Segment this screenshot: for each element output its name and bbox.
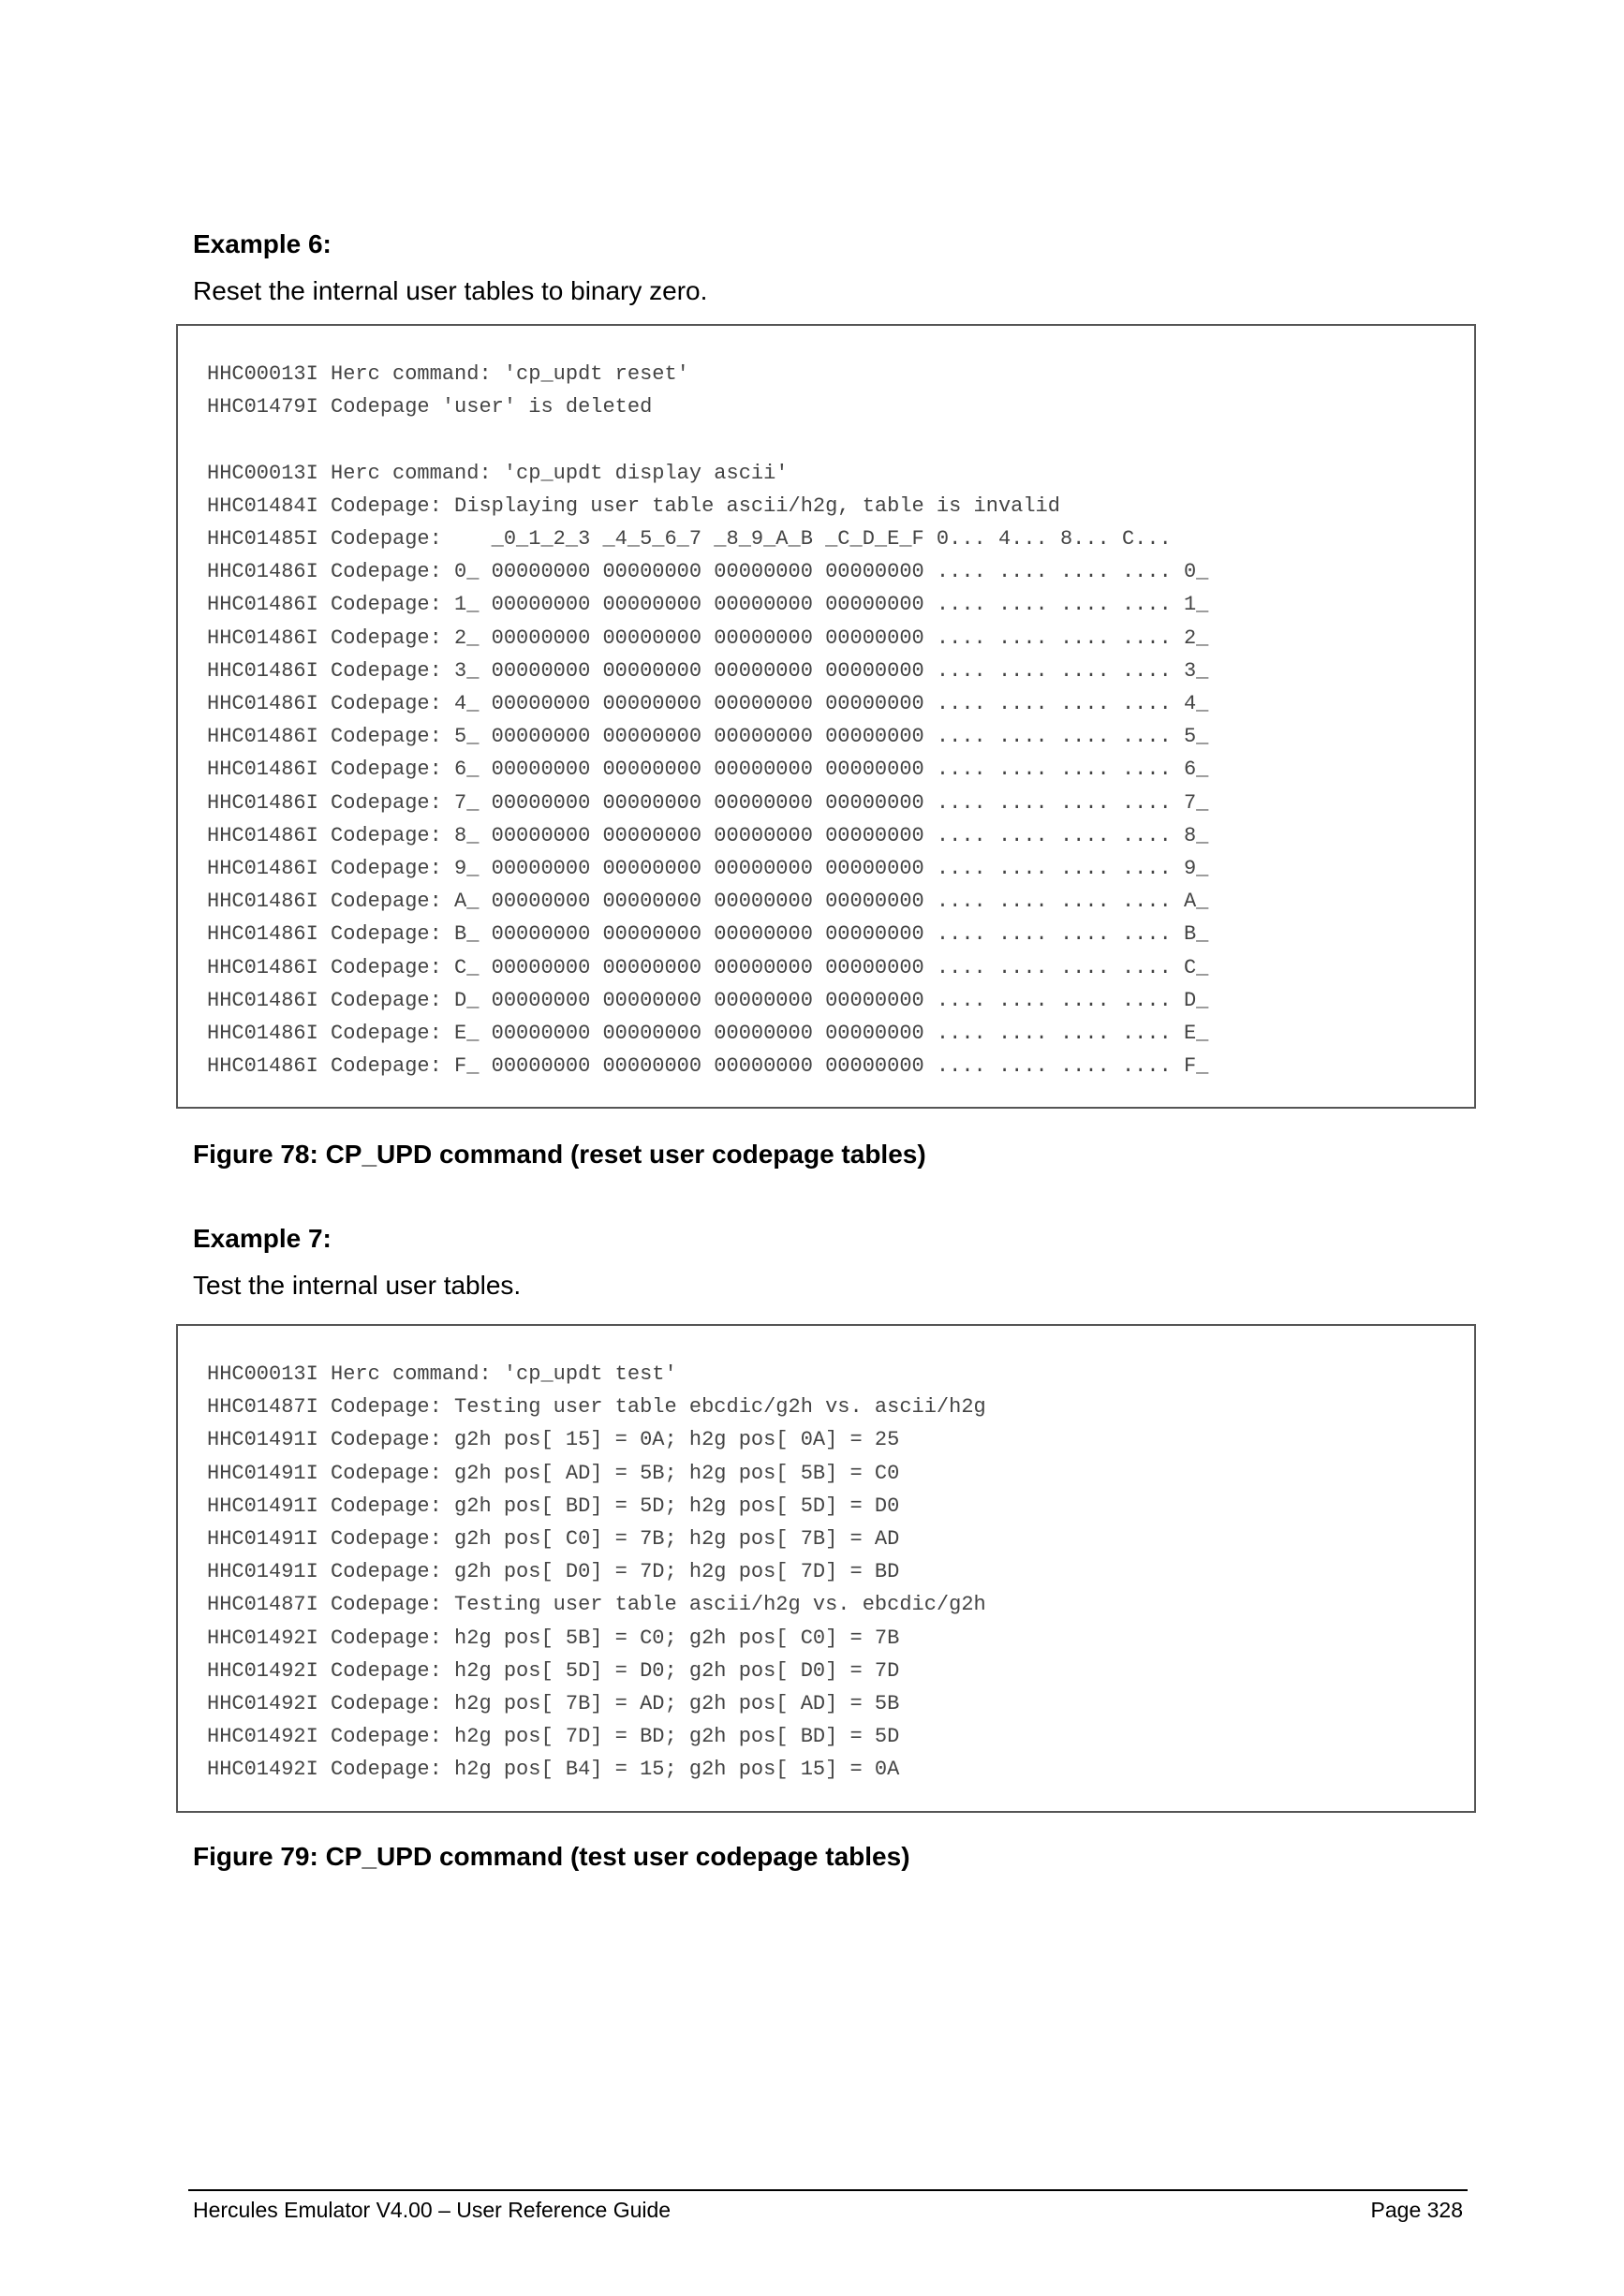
code-line: HHC01491I Codepage: g2h pos[ D0] = 7D; h2g pos[ 7D] = BD — [207, 1560, 900, 1584]
code-line: HHC01486I Codepage: 0_ 00000000 00000000 00000000 00000000 .... .... .... .... 0_ — [207, 560, 1209, 584]
code-line: HHC01486I Codepage: 6_ 00000000 00000000 00000000 00000000 .... .... .... .... 6_ — [207, 758, 1209, 782]
code-line: HHC01492I Codepage: h2g pos[ 5D] = D0; g2h pos[ D0] = 7D — [207, 1658, 900, 1683]
code-line: HHC01486I Codepage: F_ 00000000 00000000 00000000 00000000 .... .... .... .... F_ — [207, 1054, 1209, 1079]
code-line: HHC01479I Codepage 'user' is deleted — [207, 395, 653, 419]
code-line: HHC01486I Codepage: 2_ 00000000 00000000 00000000 00000000 .... .... .... .... 2_ — [207, 626, 1209, 650]
code-line: HHC01486I Codepage: C_ 00000000 00000000 00000000 00000000 .... .... .... .... C_ — [207, 955, 1209, 979]
code-line: HHC01486I Codepage: E_ 00000000 00000000 00000000 00000000 .... .... .... .... E_ — [207, 1022, 1209, 1046]
code-line: HHC01491I Codepage: g2h pos[ BD] = 5D; h2g pos[ 5D] = D0 — [207, 1494, 900, 1518]
footer-document-title: Hercules Emulator V4.00 – User Reference Guide — [193, 2198, 672, 2222]
code-line: HHC00013I Herc command: 'cp_updt display ascii' — [207, 461, 789, 485]
example-6-heading: Example 6: — [193, 229, 332, 258]
code-line: HHC01491I Codepage: g2h pos[ C0] = 7B; h2g pos[ 7B] = AD — [207, 1527, 900, 1552]
code-line: HHC01486I Codepage: 5_ 00000000 00000000 00000000 00000000 .... .... .... .... 5_ — [207, 725, 1209, 749]
code-line: HHC00013I Herc command: 'cp_updt reset' — [207, 362, 689, 386]
example-6-code-box — [176, 324, 1476, 1109]
code-line: HHC01486I Codepage: 9_ 00000000 00000000 00000000 00000000 .... .... .... .... 9_ — [207, 857, 1209, 881]
footer-page-number: Page 328 — [1370, 2198, 1463, 2222]
example-7-description: Test the internal user tables. — [193, 1271, 522, 1300]
code-line: HHC01492I Codepage: h2g pos[ 7D] = BD; g2h pos[ BD] = 5D — [207, 1725, 900, 1749]
footer-divider — [188, 2189, 1468, 2191]
figure-79-caption: Figure 79: CP_UPD command (test user codepage tables) — [193, 1842, 910, 1871]
code-line: HHC01491I Codepage: g2h pos[ AD] = 5B; h2g pos[ 5B] = C0 — [207, 1461, 900, 1485]
example-6-description: Reset the internal user tables to binary zero. — [193, 276, 708, 305]
code-line: HHC01492I Codepage: h2g pos[ 5B] = C0; g2h pos[ C0] = 7B — [207, 1626, 900, 1650]
code-line: HHC01486I Codepage: 8_ 00000000 00000000 00000000 00000000 .... .... .... .... 8_ — [207, 823, 1209, 847]
figure-78-caption: Figure 78: CP_UPD command (reset user codepage tables) — [193, 1140, 926, 1169]
code-line: HHC01486I Codepage: B_ 00000000 00000000 00000000 00000000 .... .... .... .... B_ — [207, 922, 1209, 947]
example-7-heading: Example 7: — [193, 1224, 332, 1253]
code-line: HHC01486I Codepage: D_ 00000000 00000000 00000000 00000000 .... .... .... .... D_ — [207, 988, 1209, 1012]
code-line: HHC01485I Codepage: _0_1_2_3 _4_5_6_7 _8_9_A_B _C_D_E_F 0... 4... 8... C... — [207, 527, 1172, 552]
code-line: HHC01492I Codepage: h2g pos[ B4] = 15; g2h pos[ 15] = 0A — [207, 1758, 900, 1782]
code-line: HHC01487I Codepage: Testing user table ebcdic/g2h vs. ascii/h2g — [207, 1395, 986, 1420]
code-line: HHC01484I Codepage: Displaying user table ascii/h2g, table is invalid — [207, 493, 1060, 518]
code-line: HHC01486I Codepage: 4_ 00000000 00000000 00000000 00000000 .... .... .... .... 4_ — [207, 692, 1209, 716]
example-7-code-box — [176, 1324, 1476, 1813]
code-line: HHC01486I Codepage: 3_ 00000000 00000000 00000000 00000000 .... .... .... .... 3_ — [207, 658, 1209, 683]
code-line: HHC00013I Herc command: 'cp_updt test' — [207, 1362, 677, 1386]
example-7-code — [207, 1358, 986, 1787]
code-line: HHC01486I Codepage: 1_ 00000000 00000000 00000000 00000000 .... .... .... .... 1_ — [207, 593, 1209, 617]
code-line: HHC01487I Codepage: Testing user table ascii/h2g vs. ebcdic/g2h — [207, 1593, 986, 1617]
code-line: HHC01492I Codepage: h2g pos[ 7B] = AD; g2h pos[ AD] = 5B — [207, 1692, 900, 1716]
code-line: HHC01491I Codepage: g2h pos[ 15] = 0A; h2g pos[ 0A] = 25 — [207, 1428, 900, 1452]
code-line: HHC01486I Codepage: A_ 00000000 00000000 00000000 00000000 .... .... .... .... A_ — [207, 890, 1209, 914]
example-6-code — [207, 358, 1208, 1082]
code-line: HHC01486I Codepage: 7_ 00000000 00000000 00000000 00000000 .... .... .... .... 7_ — [207, 790, 1209, 815]
